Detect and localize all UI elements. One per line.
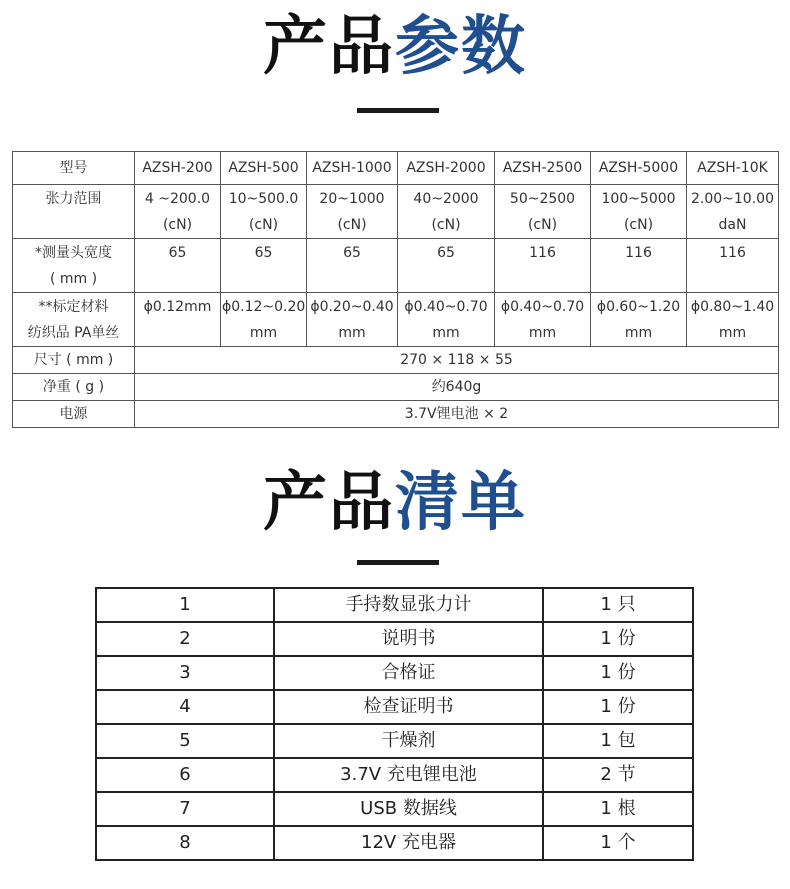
material-cell: ϕ0.60~1.20 mm <box>591 293 687 347</box>
title-underline <box>357 108 439 113</box>
width-cell: 116 <box>591 239 687 293</box>
range-cell: 50~2500 (cN) <box>495 185 591 239</box>
item-quantity: 1 只 <box>543 588 693 622</box>
material-row <box>13 293 779 347</box>
weight-row <box>13 374 779 401</box>
width-cell: 65 <box>135 239 221 293</box>
range-label: 张力范围 <box>13 185 135 239</box>
material-cell: ϕ0.40~0.70 mm <box>495 293 591 347</box>
width-cell: 65 <box>221 239 307 293</box>
width-cell: 65 <box>398 239 495 293</box>
model-cell: AZSH-500 <box>221 152 307 185</box>
material-cell: ϕ0.80~1.40 mm <box>687 293 779 347</box>
section-title-params <box>0 12 790 82</box>
item-number: 4 <box>96 690 274 724</box>
table-row <box>96 690 693 724</box>
title-dark-part: 产品 <box>263 10 395 84</box>
item-quantity: 1 份 <box>543 622 693 656</box>
item-quantity: 1 份 <box>543 656 693 690</box>
width-cell: 65 <box>307 239 398 293</box>
width-row <box>13 239 779 293</box>
table-row <box>96 724 693 758</box>
model-cell: AZSH-200 <box>135 152 221 185</box>
material-label: **标定材料 纺织品 PA单丝 <box>13 293 135 347</box>
item-name: 合格证 <box>274 656 543 690</box>
table-row <box>96 826 693 860</box>
packing-list-table <box>95 587 694 861</box>
model-cell: AZSH-1000 <box>307 152 398 185</box>
item-number: 3 <box>96 656 274 690</box>
range-cell: 40~2000 (cN) <box>398 185 495 239</box>
item-name: 说明书 <box>274 622 543 656</box>
item-quantity: 2 节 <box>543 758 693 792</box>
model-cell: AZSH-2500 <box>495 152 591 185</box>
range-cell: 4 ~200.0 (cN) <box>135 185 221 239</box>
size-value: 270 × 118 × 55 <box>135 347 779 374</box>
item-quantity: 1 份 <box>543 690 693 724</box>
item-name: 检查证明书 <box>274 690 543 724</box>
model-row <box>13 152 779 185</box>
models-label: 型号 <box>13 152 135 185</box>
power-row <box>13 401 779 428</box>
item-name: 12V 充电器 <box>274 826 543 860</box>
table-row <box>96 588 693 622</box>
item-number: 5 <box>96 724 274 758</box>
material-cell: ϕ0.40~0.70 mm <box>398 293 495 347</box>
weight-label: 净重 ( g ) <box>13 374 135 401</box>
power-label: 电源 <box>13 401 135 428</box>
item-quantity: 1 包 <box>543 724 693 758</box>
material-cell: ϕ0.12~0.20 mm <box>221 293 307 347</box>
item-number: 1 <box>96 588 274 622</box>
range-cell: 100~5000 (cN) <box>591 185 687 239</box>
section-title-list <box>0 468 790 538</box>
title-underline <box>357 560 439 565</box>
table-row <box>96 792 693 826</box>
item-name: 3.7V 充电锂电池 <box>274 758 543 792</box>
table-row <box>96 622 693 656</box>
specs-table <box>12 151 779 428</box>
item-quantity: 1 根 <box>543 792 693 826</box>
item-name: 干燥剂 <box>274 724 543 758</box>
width-cell: 116 <box>495 239 591 293</box>
item-number: 8 <box>96 826 274 860</box>
title-dark-part: 产品 <box>263 466 395 540</box>
table-row <box>96 758 693 792</box>
range-row <box>13 185 779 239</box>
table-row <box>96 656 693 690</box>
item-number: 7 <box>96 792 274 826</box>
power-value: 3.7V锂电池 × 2 <box>135 401 779 428</box>
material-cell: ϕ0.12mm <box>135 293 221 347</box>
item-number: 2 <box>96 622 274 656</box>
size-label: 尺寸 ( mm ) <box>13 347 135 374</box>
range-cell: 2.00~10.00 daN <box>687 185 779 239</box>
weight-value: 约640g <box>135 374 779 401</box>
model-cell: AZSH-5000 <box>591 152 687 185</box>
item-quantity: 1 个 <box>543 826 693 860</box>
item-number: 6 <box>96 758 274 792</box>
size-row <box>13 347 779 374</box>
width-label: *测量头宽度 ( mm ) <box>13 239 135 293</box>
item-name: USB 数据线 <box>274 792 543 826</box>
model-cell: AZSH-10K <box>687 152 779 185</box>
range-cell: 20~1000 (cN) <box>307 185 398 239</box>
title-blue-part: 参数 <box>395 10 527 84</box>
model-cell: AZSH-2000 <box>398 152 495 185</box>
range-cell: 10~500.0 (cN) <box>221 185 307 239</box>
material-cell: ϕ0.20~0.40 mm <box>307 293 398 347</box>
title-blue-part: 清单 <box>395 466 527 540</box>
width-cell: 116 <box>687 239 779 293</box>
item-name: 手持数显张力计 <box>274 588 543 622</box>
